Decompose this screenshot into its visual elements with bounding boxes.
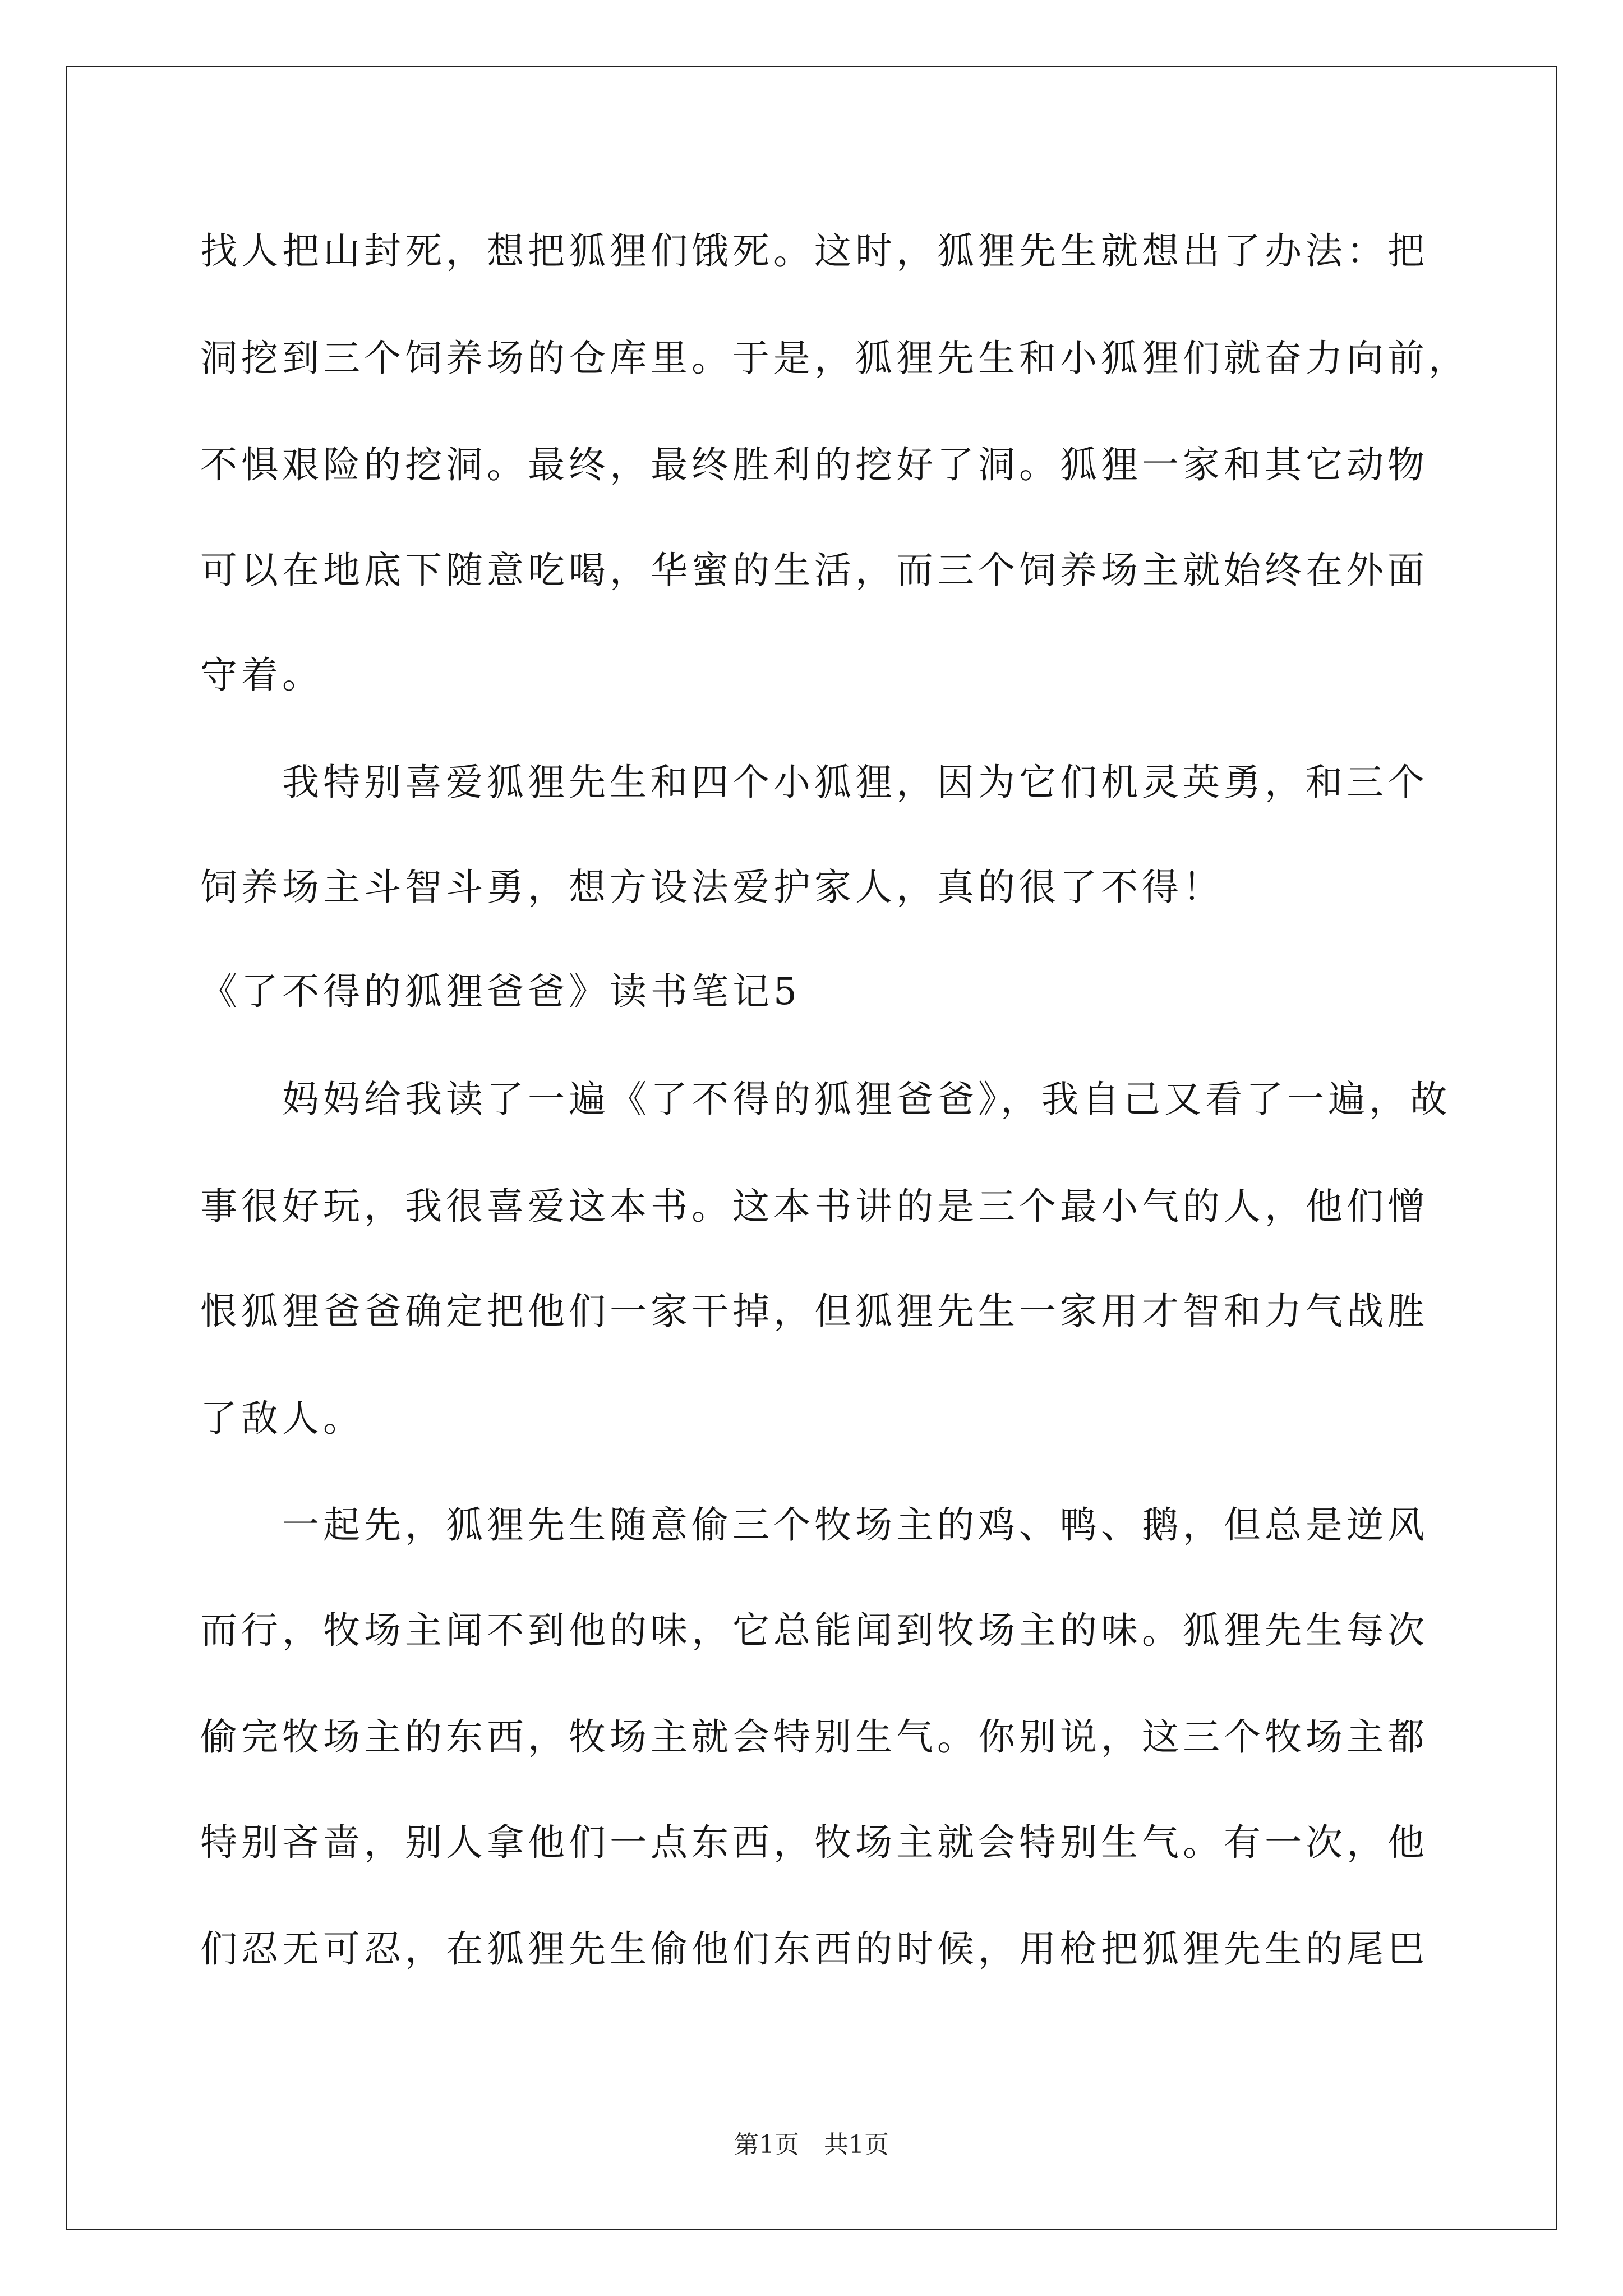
text-line: 特别吝啬，别人拿他们一点东西，牧场主就会特别生气。有一次，他 bbox=[200, 1821, 1428, 1864]
text-line: 守着。 bbox=[200, 654, 323, 697]
text-line: 一起先，狐狸先生随意偷三个牧场主的鸡、鸭、鹅，但总是逆风 bbox=[282, 1503, 1428, 1547]
text-line: 而行，牧场主闻不到他的味，它总能闻到牧场主的味。狐狸先生每次 bbox=[200, 1609, 1428, 1652]
text-line: 可以在地底下随意吃喝，华蜜的生活，而三个饲养场主就始终在外面 bbox=[200, 549, 1428, 592]
text-line: 饲养场主斗智斗勇，想方设法爱护家人，真的很了不得！ bbox=[200, 866, 1224, 909]
page-number: 第1页 bbox=[734, 2131, 799, 2159]
text-line: 了敌人。 bbox=[200, 1397, 364, 1440]
page-total: 共1页 bbox=[824, 2131, 889, 2159]
page-footer bbox=[0, 2128, 1623, 2162]
text-line: 偷完牧场主的东西，牧场主就会特别生气。你别说，这三个牧场主都 bbox=[200, 1715, 1428, 1759]
text-line: 妈妈给我读了一遍《了不得的狐狸爸爸》，我自己又看了一遍，故 bbox=[282, 1078, 1451, 1121]
text-line: 我特别喜爱狐狸先生和四个小狐狸，因为它们机灵英勇，和三个 bbox=[282, 761, 1428, 804]
section-heading: 《了不得的狐狸爸爸》读书笔记5 bbox=[200, 970, 801, 1013]
text-line: 不惧艰险的挖洞。最终，最终胜利的挖好了洞。狐狸一家和其它动物 bbox=[200, 443, 1428, 486]
text-line: 们忍无可忍，在狐狸先生偷他们东西的时候，用枪把狐狸先生的尾巴 bbox=[200, 1927, 1428, 1971]
text-line: 找人把山封死，想把狐狸们饿死。这时，狐狸先生就想出了办法：把 bbox=[200, 229, 1428, 273]
text-line: 恨狐狸爸爸确定把他们一家干掉，但狐狸先生一家用才智和力气战胜 bbox=[200, 1290, 1428, 1333]
page-border bbox=[66, 66, 1557, 2230]
text-line: 洞挖到三个饲养场的仓库里。于是，狐狸先生和小狐狸们就奋力向前， bbox=[200, 337, 1469, 380]
text-line: 事很好玩，我很喜爱这本书。这本书讲的是三个最小气的人，他们憎 bbox=[200, 1185, 1428, 1228]
